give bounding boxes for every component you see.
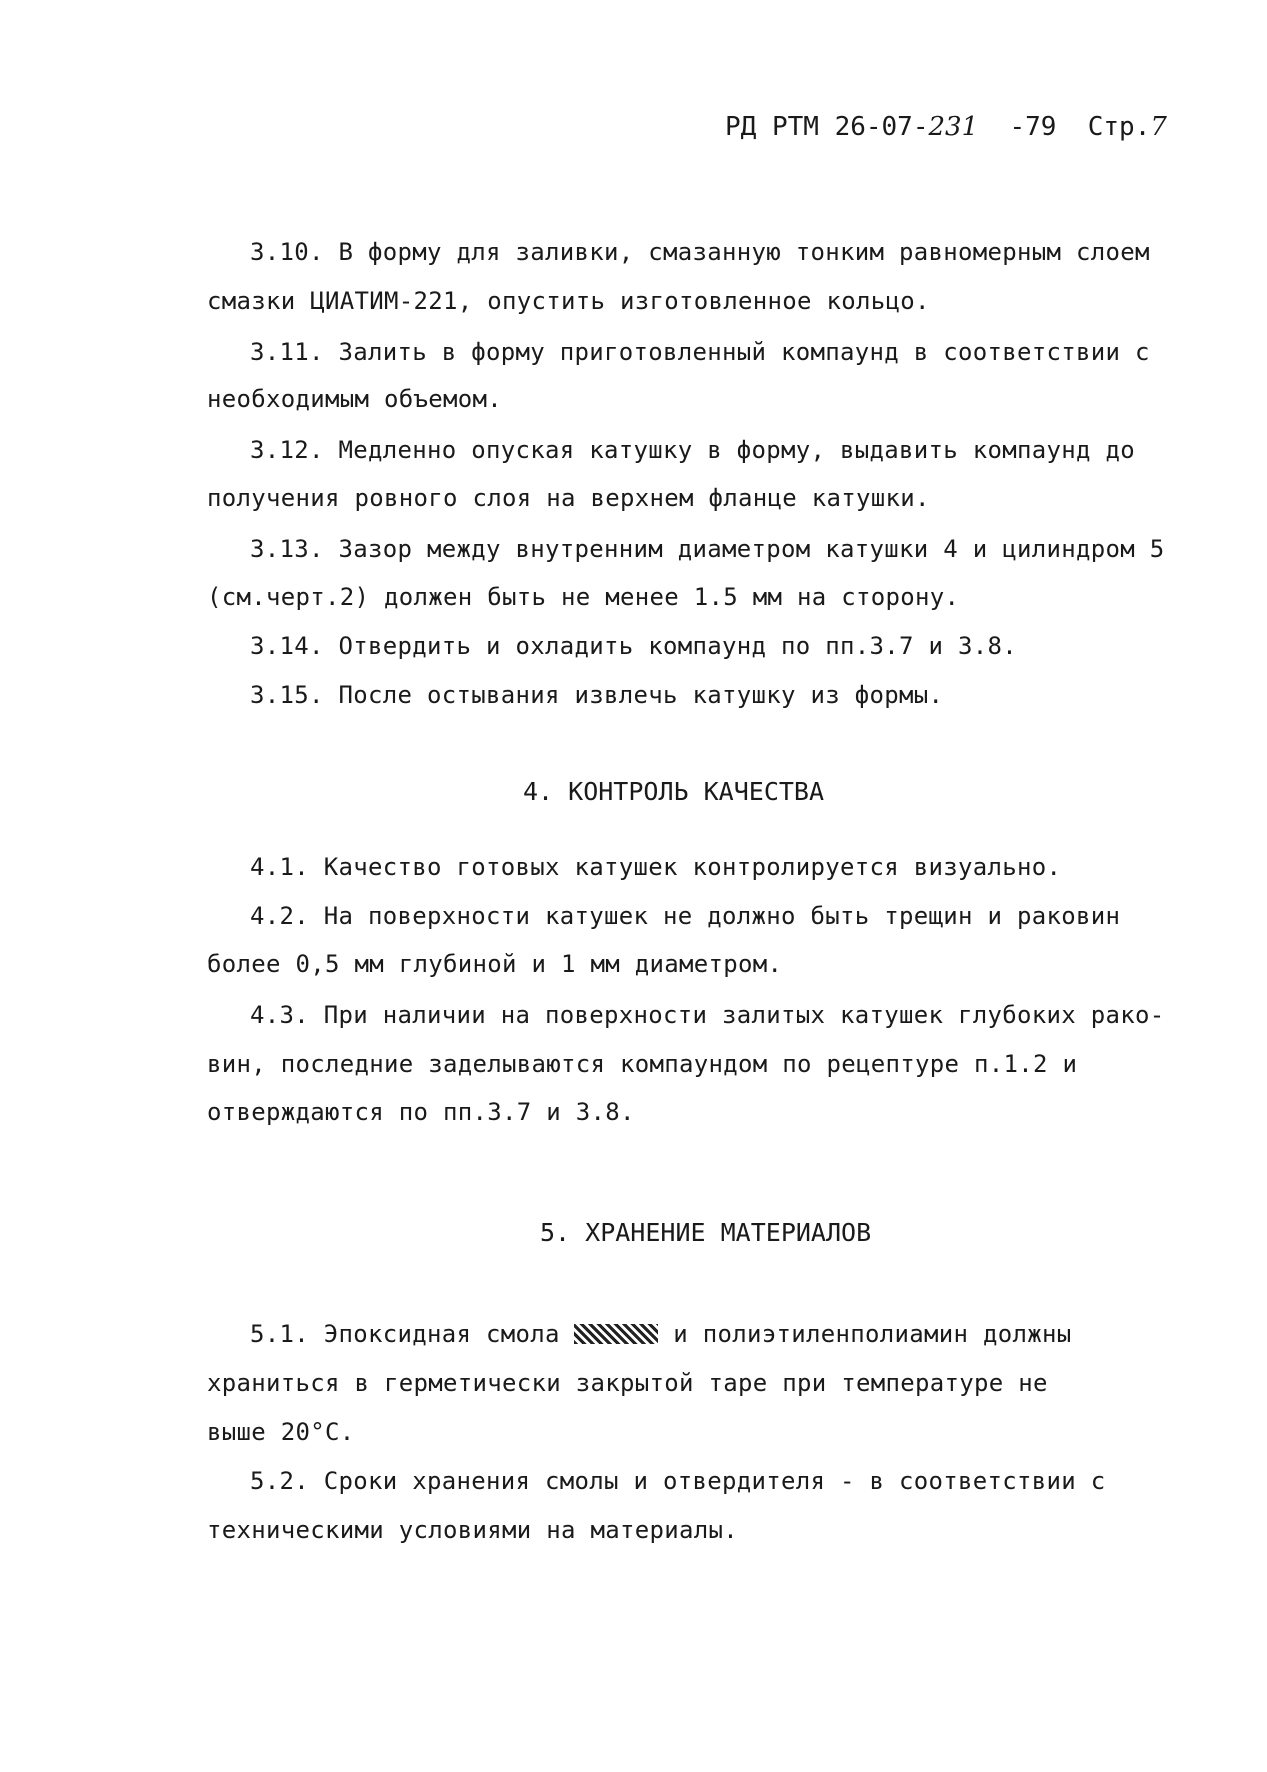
struck-out-text	[574, 1324, 658, 1344]
page-label: Стр.	[1087, 112, 1151, 142]
doc-number: 231	[928, 112, 979, 142]
section-4-title: 4. КОНТРОЛЬ КАЧЕСТВА	[523, 777, 825, 806]
paragraph-3-12-line-1: 3.12. Медленно опуская катушку в форму, выдавить компаунд до	[250, 436, 1135, 464]
doc-year: -79	[1009, 112, 1057, 142]
page-number: 7	[1150, 112, 1167, 142]
paragraph-3-13-line-2: (см.черт.2) должен быть не менее 1.5 мм на сторону.	[207, 583, 960, 611]
paragraph-5-2-line-1: 5.2. Сроки хранения смолы и отвердителя - в соответствии с	[250, 1467, 1106, 1495]
paragraph-4-1: 4.1. Качество готовых катушек контролируется визуально.	[250, 853, 1062, 881]
paragraph-3-13-line-1: 3.13. Зазор между внутренним диаметром катушки 4 и цилиндром 5	[250, 535, 1165, 563]
paragraph-4-2-line-1: 4.2. На поверхности катушек не должно быть трещин и раковин	[250, 902, 1121, 930]
paragraph-5-1-start: 5.1. Эпоксидная смола	[250, 1320, 560, 1348]
paragraph-5-1-end: и полиэтиленполиамин должны	[673, 1320, 1072, 1348]
paragraph-4-3-line-1: 4.3. При наличии на поверхности залитых катушек глубоких рако-	[250, 1001, 1165, 1029]
doc-code: РД РТМ 26-07-	[725, 112, 929, 142]
paragraph-3-10-line-1: 3.10. В форму для заливки, смазанную тонким равномерным слоем	[250, 238, 1150, 266]
page-header	[725, 112, 1167, 142]
paragraph-3-11-line-2: необходимым объемом.	[207, 385, 502, 413]
paragraph-5-1-line-3: выше 20°С.	[207, 1418, 355, 1446]
section-5-title: 5. ХРАНЕНИЕ МАТЕРИАЛОВ	[540, 1218, 872, 1247]
paragraph-5-1-line-2: храниться в герметически закрытой таре при температуре не	[207, 1369, 1048, 1397]
paragraph-4-2-line-2: более 0,5 мм глубиной и 1 мм диаметром.	[207, 950, 783, 978]
paragraph-3-12-line-2: получения ровного слоя на верхнем фланце катушки.	[207, 484, 930, 512]
paragraph-3-10-line-2: смазки ЦИАТИМ-221, опустить изготовленное кольцо.	[207, 287, 930, 315]
paragraph-4-3-line-2: вин, последние заделываются компаундом по рецептуре п.1.2 и	[207, 1050, 1078, 1078]
paragraph-3-14: 3.14. Отвердить и охладить компаунд по пп.3.7 и 3.8.	[250, 632, 1017, 660]
paragraph-4-3-line-3: отверждаются по пп.3.7 и 3.8.	[207, 1098, 635, 1126]
paragraph-5-1-line-1	[250, 1320, 1071, 1348]
paragraph-3-11-line-1: 3.11. Залить в форму приготовленный компаунд в соответствии с	[250, 338, 1150, 366]
paragraph-3-15: 3.15. После остывания извлечь катушку из формы.	[250, 681, 944, 709]
paragraph-5-2-line-2: техническими условиями на материалы.	[207, 1516, 738, 1544]
